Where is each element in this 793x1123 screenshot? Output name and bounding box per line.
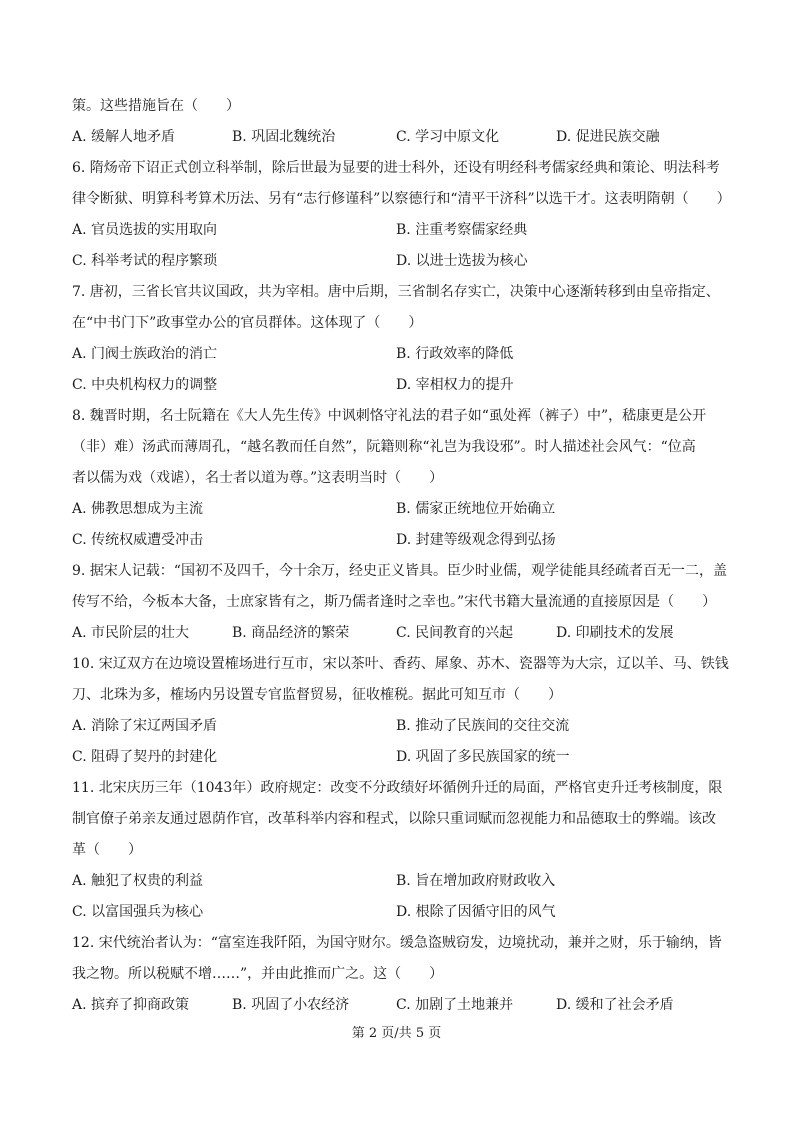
page-number: 第 2 页/共 5 页 [351,1026,442,1041]
question-7-line: 7. 唐初，三省长官共议国政，共为宰相。唐中后期，三省制名存实亡，决策中心逐渐转移到由皇帝指定、 [72,284,720,300]
option-b: B. 巩固北魏统治 [232,129,336,145]
option-b: B. 注重考察儒家经典 [396,222,528,238]
question-9-line: 9. 据宋人记载：“国初不及四千，今十余万，经史正义皆具。臣少时业儒，观学徒能具经疏者百无一二，盖 [72,563,727,579]
option-a: A. 触犯了权贵的利益 [72,873,204,889]
question-10-options [72,747,732,767]
option-c: C. 以富国强兵为核心 [72,904,204,920]
option-d: D. 以进士选拔为核心 [396,253,528,269]
question-10-line: 10. 宋辽双方在边境设置榷场进行互市，宋以茶叶、香药、犀象、苏木、瓷器等为大宗，辽以羊、马、铁钱 [72,656,729,672]
option-a: A. 缓解人地矛盾 [72,129,176,145]
option-d: D. 促进民族交融 [556,129,660,145]
option-b: B. 儒家正统地位开始确立 [396,501,556,517]
question-12-line: 12. 宋代统治者认为：“富室连我阡陌，为国守财尔。缓急盗贼窃发，边境扰动，兼并之财，乐于输纳，皆 [72,935,722,951]
option-d: D. 封建等级观念得到弘扬 [396,532,556,548]
question-8-options [72,530,732,550]
question-11-line: 革（ ） [72,842,142,858]
option-b: B. 行政效率的降低 [396,346,514,362]
question-8-line: 8. 魏晋时期，名士阮籍在《大人先生传》中讽刺恪守礼法的君子如“虱处裈（裤子）中”，嵇康更是公开 [72,408,707,424]
option-d: D. 印刷技术的发展 [556,625,674,641]
question-6-options [72,251,732,271]
option-b: B. 巩固了小农经济 [232,997,350,1013]
question-10-line: 刀、北珠为多，榷场内另设置专官监督贸易，征收榷税。据此可知互市（ ） [72,687,562,703]
question-11-options [72,871,732,891]
option-d: D. 巩固了多民族国家的统一 [396,749,570,765]
option-c: C. 学习中原文化 [396,129,500,145]
question-6-options [72,220,732,240]
question-8-line: 者以儒为戏（戏谑），名士者以道为尊。”这表明当时（ ） [72,470,444,486]
question-12-options [72,995,732,1015]
question-12-line: 我之物。所以税赋不增……”，并由此推而广之。这（ ） [72,966,444,982]
option-d: D. 缓和了社会矛盾 [556,997,674,1013]
question-9-options [72,623,732,643]
option-a: A. 摈弃了抑商政策 [72,997,190,1013]
question-7-line: 在“中书门下”政事堂办公的官员群体。这体现了（ ） [72,315,423,331]
option-c: C. 加剧了土地兼并 [396,997,514,1013]
option-c: C. 民间教育的兴起 [396,625,514,641]
option-c: C. 科举考试的程序繁琐 [72,253,218,269]
option-d: D. 根除了因循守旧的风气 [396,904,556,920]
option-a: A. 佛教思想成为主流 [72,501,204,517]
question-6-line: 6. 隋炀帝下诏正式创立科举制，除后世最为显要的进士科外，还设有明经科考儒家经典和策论、明法科考 [72,160,720,176]
question-7-options [72,375,732,395]
option-d: D. 宰相权力的提升 [396,377,514,393]
option-c: C. 中央机构权力的调整 [72,377,218,393]
question-8-options [72,499,732,519]
option-b: B. 旨在增加政府财政收入 [396,873,556,889]
option-b: B. 推动了民族间的交往交流 [396,718,570,734]
question-8-line: （非）难）汤武而薄周孔，“越名教而任自然”，阮籍则称“礼岂为我设邪”。时人描述社会风气：“位高 [72,439,696,455]
question-7-options [72,344,732,364]
option-c: C. 传统权威遭受冲击 [72,532,204,548]
question-5-stem: 策。这些措施旨在（ ） [72,98,240,114]
option-a: A. 门阀士族政治的消亡 [72,346,218,362]
option-c: C. 阻碍了契丹的封建化 [72,749,218,765]
option-a: A. 官员选拔的实用取向 [72,222,218,238]
question-11-options [72,902,732,922]
question-6-line: 律令断狱、明算科考算术历法、另有“志行修谨科”以察德行和“清平干济科”以选干才。这表明隋朝（ ） [72,191,731,207]
option-a: A. 消除了宋辽两国矛盾 [72,718,218,734]
question-11-line: 制官僚子弟亲友通过恩荫作官，改革科举内容和程式，以除只重词赋而忽视能力和品德取士的弊端。该改 [72,811,716,827]
question-11-line: 11. 北宋庆历三年（1043年）政府规定：改变不分政绩好坏循例升迁的局面，严格官吏升迁考核制度，限 [72,780,723,796]
question-9-line: 传写不给，今板本大备，士庶家皆有之，斯乃儒者逢时之幸也。”宋代书籍大量流通的直接原因是（ ） [72,594,717,610]
option-b: B. 商品经济的繁荣 [232,625,350,641]
question-5-options [72,127,732,147]
question-10-options [72,716,732,736]
option-a: A. 市民阶层的壮大 [72,625,190,641]
